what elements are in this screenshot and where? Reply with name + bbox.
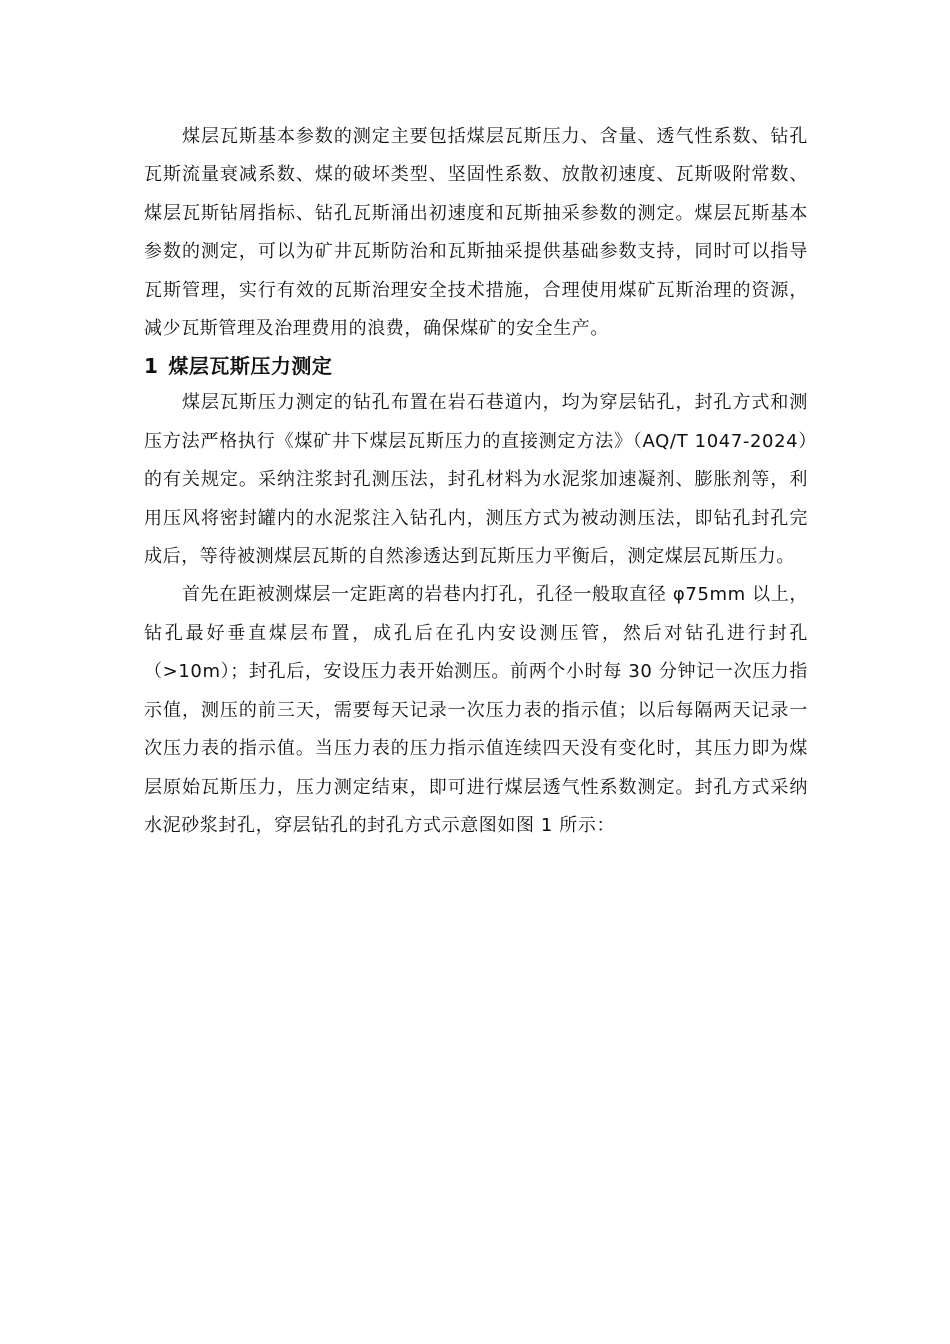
section-title: 煤层瓦斯压力测定 (168, 354, 333, 379)
section-heading (144, 348, 808, 384)
document-body (144, 118, 808, 845)
section-number: 1 (144, 354, 159, 379)
intro-paragraph: 煤层瓦斯基本参数的测定主要包括煤层瓦斯压力、含量、透气性系数、钻孔瓦斯流量衰减系数、煤的破坏类型、坚固性系数、放散初速度、瓦斯吸附常数、煤层瓦斯钻屑指标、钻孔瓦斯涌出初速度和瓦斯抽采参数的测定。煤层瓦斯基本参数的测定，可以为矿井瓦斯防治和瓦斯抽采提供基础参数支持，同时可以指导瓦斯管理，实行有效的瓦斯治理安全技术措施，合理使用煤矿瓦斯治理的资源，减少瓦斯管理及治理费用的浪费，确保煤矿的安全生产。 (144, 126, 808, 340)
body-paragraph-2: 煤层瓦斯压力测定的钻孔布置在岩石巷道内，均为穿层钻孔，封孔方式和测压方法严格执行《煤矿井下煤层瓦斯压力的直接测定方法》（AQ/T 1047-2024）的有关规定。采纳注浆封孔测压法，封孔材料为水泥浆加速凝剂、膨胀剂等，利用压风将密封罐内的水泥浆注入钻孔内，测压方式为被动测压法，即钻孔封孔完成后，等待被测煤层瓦斯的自然渗透达到瓦斯压力平衡后，测定煤层瓦斯压力。 (144, 392, 808, 568)
body-paragraph-3: 首先在距被测煤层一定距离的岩巷内打孔，孔径一般取直径 φ75mm 以上，钻孔最好垂直煤层布置，成孔后在孔内安设测压管，然后对钻孔进行封孔（>10m）；封孔后，安设压力表开始测压。前两个小时每 30 分钟记一次压力指示值，测压的前三天，需要每天记录一次压力表的指示值；以后每隔两天记录一次压力表的指示值。当压力表的压力指示值连续四天没有变化时，其压力即为煤层原始瓦斯压力，压力测定结束，即可进行煤层透气性系数测定。封孔方式采纳水泥砂浆封孔，穿层钻孔的封孔方式示意图如图 1 所示： (144, 584, 808, 836)
